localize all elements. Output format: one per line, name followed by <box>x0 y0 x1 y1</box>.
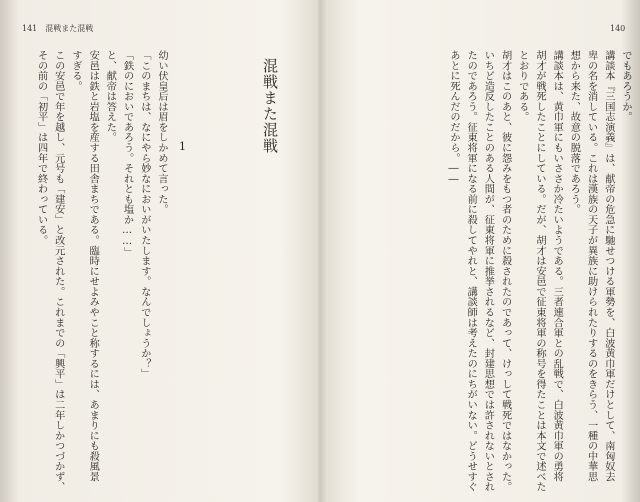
section-number: 1 <box>176 140 189 153</box>
body-line: 幼い伏皇后は眉をしかめて言った。 <box>156 50 167 215</box>
running-header-left: 141 混戦また混戦 <box>22 24 94 33</box>
body-line: すぎる。 <box>69 50 81 92</box>
body-line: 想から来た、故意の脱落であろう。 <box>568 50 580 215</box>
body-line: 安邑は鉄と岩塩を産する田舎まちである。臨時にせよみやこと称するには、あまりにも殺風景 <box>87 50 99 482</box>
body-line: たのであろう。征東将軍になる前に殺してやれと、講談師は考えたのにちがいない。どうせすぐ <box>465 50 477 493</box>
body-line: この安邑で年を越し、元号も「建安」と改元された。これまでの「興平」は二年しかつづかず、 <box>52 50 64 493</box>
body-line: 「鉄のにおいであろう。それとも塩か……」 <box>121 50 133 258</box>
left-body-text <box>20 50 170 493</box>
body-line: 胡才はこのあと、彼に怨みをもつ者のために殺されたのであって、けっして戦死ではなかった。 <box>499 50 511 493</box>
body-line: その前の「初平」は四年で終わっている。 <box>35 50 47 246</box>
chapter-title: 混戦また混戦 <box>261 58 279 154</box>
left-page <box>0 0 318 502</box>
body-line: 卑の名を消している。これは漢族の天子が異族に助けられたりするのをきらう、一種の中華思 <box>585 50 597 482</box>
body-line: とおりである。 <box>516 50 528 122</box>
body-line: と、献帝は答えた。 <box>104 50 116 143</box>
body-line: 講談本『三国志演義』は、献帝の危急に馳せつける軍勢を、白波黄巾軍だけとして、南匈奴去 <box>602 50 614 482</box>
body-line: 講談本は、黄巾軍にもいささか冷たいようである。三者連合軍との乱戦で、白波黄巾軍の勇将 <box>551 50 563 482</box>
body-line: 「このまちは、なにやら妙なにおいがいたします。なんでしょうか？」 <box>138 50 150 379</box>
right-body-text <box>438 50 634 493</box>
body-line: 胡才が戦死したことにしている。だが、胡才は安邑で征東将軍の称号を得たことは本文で述べた <box>533 50 545 493</box>
page-number-right: 140 <box>610 24 626 33</box>
body-line: あとに死んだのだから。―― <box>447 50 459 186</box>
body-line: いちど造反したことのある人間が、征東将軍に推挙されるなど、封建思想では許されないとされ <box>482 50 494 493</box>
right-page <box>322 0 640 502</box>
body-line: でもあろうか。 <box>620 50 631 122</box>
